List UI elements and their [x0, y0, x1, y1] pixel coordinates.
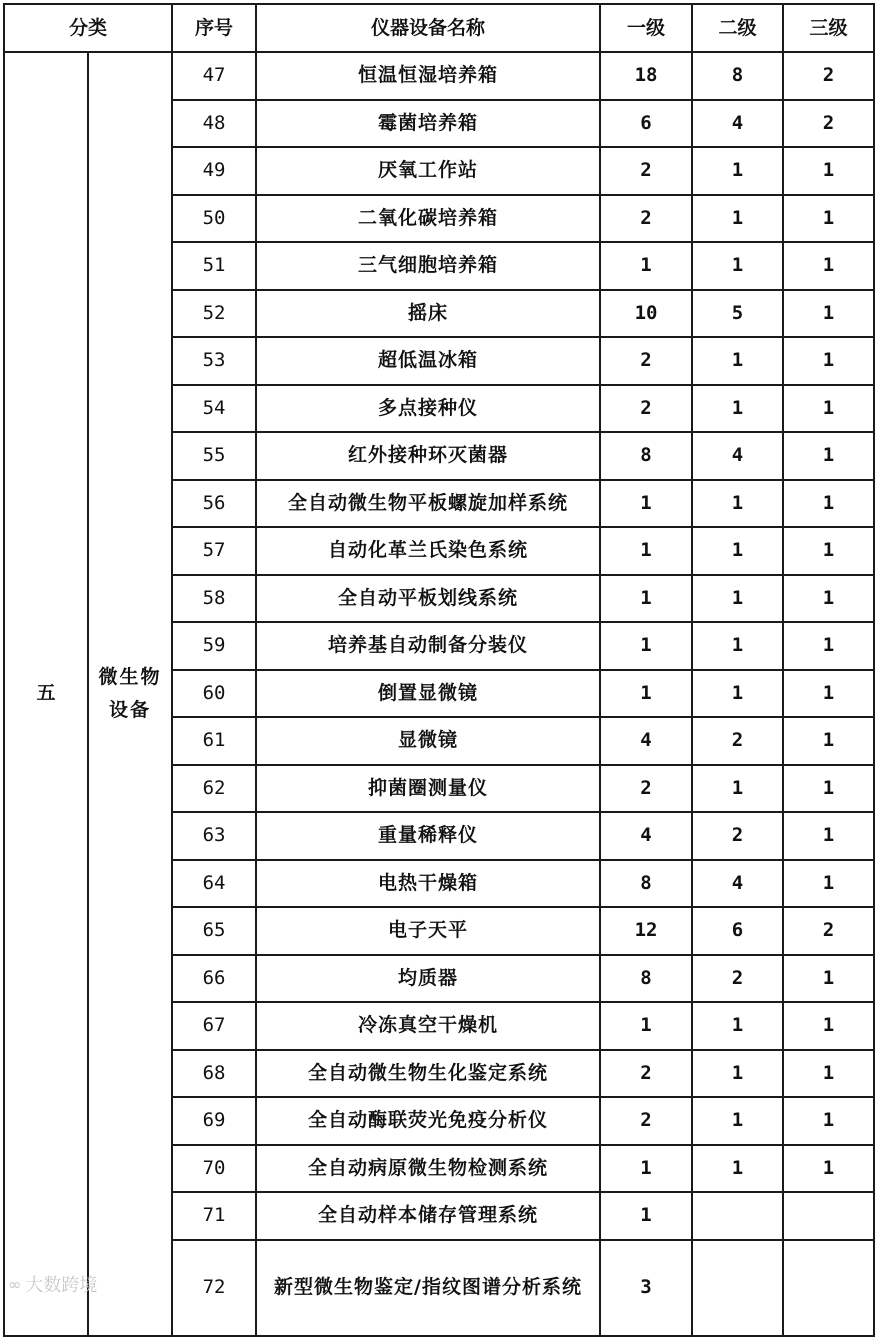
- row-number-cell: 57: [172, 527, 256, 575]
- level2-count-cell: 1: [692, 385, 783, 433]
- equipment-name-cell: 二氧化碳培养箱: [256, 195, 600, 243]
- level1-count-cell: 1: [600, 575, 692, 623]
- level1-count-cell: 1: [600, 1145, 692, 1193]
- equipment-name-cell: 霉菌培养箱: [256, 100, 600, 148]
- level3-count-cell: 1: [783, 1097, 874, 1145]
- header-level2: 二级: [692, 4, 783, 52]
- level1-count-cell: 2: [600, 1050, 692, 1098]
- header-name: 仪器设备名称: [256, 4, 600, 52]
- level3-count-cell: 1: [783, 527, 874, 575]
- level1-count-cell: 4: [600, 812, 692, 860]
- header-level3: 三级: [783, 4, 874, 52]
- equipment-name-cell: 电子天平: [256, 907, 600, 955]
- row-number-cell: 60: [172, 670, 256, 718]
- equipment-name-cell: 厌氧工作站: [256, 147, 600, 195]
- level1-count-cell: 1: [600, 670, 692, 718]
- equipment-name-cell: 全自动酶联荧光免疫分析仪: [256, 1097, 600, 1145]
- level3-count-cell: 1: [783, 670, 874, 718]
- row-number-cell: 53: [172, 337, 256, 385]
- row-number-cell: 71: [172, 1192, 256, 1240]
- level1-count-cell: 2: [600, 337, 692, 385]
- row-number-cell: 67: [172, 1002, 256, 1050]
- equipment-name-cell: 培养基自动制备分装仪: [256, 622, 600, 670]
- equipment-name-cell: 抑菌圈测量仪: [256, 765, 600, 813]
- equipment-name-cell: 超低温冰箱: [256, 337, 600, 385]
- level2-count-cell: 4: [692, 432, 783, 480]
- level2-count-cell: 1: [692, 527, 783, 575]
- equipment-name-cell: 自动化革兰氏染色系统: [256, 527, 600, 575]
- equipment-name-cell: 新型微生物鉴定/指纹图谱分析系统: [256, 1240, 600, 1336]
- row-number-cell: 61: [172, 717, 256, 765]
- level1-count-cell: 1: [600, 527, 692, 575]
- header-row: [4, 4, 874, 52]
- level1-count-cell: 2: [600, 147, 692, 195]
- equipment-table: [3, 3, 875, 1337]
- level1-count-cell: 1: [600, 1002, 692, 1050]
- level1-count-cell: 2: [600, 1097, 692, 1145]
- level2-count-cell: 5: [692, 290, 783, 338]
- level3-count-cell: 1: [783, 337, 874, 385]
- level1-count-cell: 1: [600, 480, 692, 528]
- level2-count-cell: 4: [692, 100, 783, 148]
- level1-count-cell: 1: [600, 242, 692, 290]
- equipment-name-cell: 均质器: [256, 955, 600, 1003]
- document-page: [3, 3, 873, 1343]
- equipment-name-cell: 显微镜: [256, 717, 600, 765]
- level3-count-cell: 1: [783, 955, 874, 1003]
- row-number-cell: 49: [172, 147, 256, 195]
- level2-count-cell: 1: [692, 480, 783, 528]
- level3-count-cell: 2: [783, 907, 874, 955]
- level1-count-cell: 10: [600, 290, 692, 338]
- equipment-name-cell: 全自动样本储存管理系统: [256, 1192, 600, 1240]
- level3-count-cell: 1: [783, 765, 874, 813]
- level3-count-cell: 1: [783, 860, 874, 908]
- header-level1: 一级: [600, 4, 692, 52]
- level3-count-cell: 1: [783, 242, 874, 290]
- level2-count-cell: 2: [692, 812, 783, 860]
- table-body: [4, 52, 874, 1336]
- level2-count-cell: 1: [692, 337, 783, 385]
- row-number-cell: 66: [172, 955, 256, 1003]
- level3-count-cell: [783, 1240, 874, 1336]
- level3-count-cell: 1: [783, 385, 874, 433]
- row-number-cell: 56: [172, 480, 256, 528]
- row-number-cell: 72: [172, 1240, 256, 1336]
- row-number-cell: 47: [172, 52, 256, 100]
- level1-count-cell: 1: [600, 622, 692, 670]
- table-row: [4, 52, 874, 100]
- level2-count-cell: [692, 1240, 783, 1336]
- level1-count-cell: 12: [600, 907, 692, 955]
- equipment-name-cell: 恒温恒湿培养箱: [256, 52, 600, 100]
- header-number: 序号: [172, 4, 256, 52]
- level3-count-cell: 1: [783, 622, 874, 670]
- level2-count-cell: 1: [692, 1002, 783, 1050]
- row-number-cell: 69: [172, 1097, 256, 1145]
- level2-count-cell: 1: [692, 765, 783, 813]
- level3-count-cell: 1: [783, 717, 874, 765]
- level1-count-cell: 3: [600, 1240, 692, 1336]
- level3-count-cell: 1: [783, 290, 874, 338]
- row-number-cell: 62: [172, 765, 256, 813]
- level1-count-cell: 1: [600, 1192, 692, 1240]
- equipment-name-cell: 倒置显微镜: [256, 670, 600, 718]
- equipment-name-cell: 摇床: [256, 290, 600, 338]
- equipment-name-cell: 重量稀释仪: [256, 812, 600, 860]
- level3-count-cell: 1: [783, 1145, 874, 1193]
- equipment-name-cell: 红外接种环灭菌器: [256, 432, 600, 480]
- level2-count-cell: 1: [692, 1145, 783, 1193]
- level1-count-cell: 18: [600, 52, 692, 100]
- row-number-cell: 65: [172, 907, 256, 955]
- level1-count-cell: 4: [600, 717, 692, 765]
- level2-count-cell: [692, 1192, 783, 1240]
- equipment-name-cell: 电热干燥箱: [256, 860, 600, 908]
- row-number-cell: 51: [172, 242, 256, 290]
- row-number-cell: 63: [172, 812, 256, 860]
- level2-count-cell: 4: [692, 860, 783, 908]
- row-number-cell: 68: [172, 1050, 256, 1098]
- equipment-name-cell: 全自动微生物生化鉴定系统: [256, 1050, 600, 1098]
- level3-count-cell: 1: [783, 195, 874, 243]
- category-sub-cell: 微生物 设备: [88, 52, 172, 1336]
- level2-count-cell: 1: [692, 242, 783, 290]
- row-number-cell: 48: [172, 100, 256, 148]
- header-category: 分类: [4, 4, 172, 52]
- level3-count-cell: 2: [783, 52, 874, 100]
- level1-count-cell: 6: [600, 100, 692, 148]
- level2-count-cell: 8: [692, 52, 783, 100]
- level1-count-cell: 8: [600, 860, 692, 908]
- level3-count-cell: [783, 1192, 874, 1240]
- level3-count-cell: 1: [783, 480, 874, 528]
- level2-count-cell: 1: [692, 670, 783, 718]
- row-number-cell: 52: [172, 290, 256, 338]
- row-number-cell: 54: [172, 385, 256, 433]
- equipment-name-cell: 三气细胞培养箱: [256, 242, 600, 290]
- level1-count-cell: 2: [600, 195, 692, 243]
- level3-count-cell: 1: [783, 812, 874, 860]
- level3-count-cell: 1: [783, 575, 874, 623]
- equipment-name-cell: 多点接种仪: [256, 385, 600, 433]
- level2-count-cell: 1: [692, 195, 783, 243]
- equipment-name-cell: 全自动病原微生物检测系统: [256, 1145, 600, 1193]
- equipment-name-cell: 全自动平板划线系统: [256, 575, 600, 623]
- level3-count-cell: 1: [783, 147, 874, 195]
- level2-count-cell: 2: [692, 717, 783, 765]
- level3-count-cell: 1: [783, 1002, 874, 1050]
- row-number-cell: 70: [172, 1145, 256, 1193]
- level2-count-cell: 1: [692, 575, 783, 623]
- level2-count-cell: 1: [692, 147, 783, 195]
- category-main-cell: 五: [4, 52, 88, 1336]
- level2-count-cell: 1: [692, 1097, 783, 1145]
- level2-count-cell: 1: [692, 622, 783, 670]
- row-number-cell: 64: [172, 860, 256, 908]
- link-logo-icon: ∞: [8, 1274, 22, 1294]
- level2-count-cell: 1: [692, 1050, 783, 1098]
- level2-count-cell: 6: [692, 907, 783, 955]
- equipment-name-cell: 冷冻真空干燥机: [256, 1002, 600, 1050]
- level1-count-cell: 8: [600, 955, 692, 1003]
- level3-count-cell: 1: [783, 1050, 874, 1098]
- level2-count-cell: 2: [692, 955, 783, 1003]
- row-number-cell: 50: [172, 195, 256, 243]
- level1-count-cell: 2: [600, 385, 692, 433]
- level3-count-cell: 1: [783, 432, 874, 480]
- level1-count-cell: 2: [600, 765, 692, 813]
- row-number-cell: 59: [172, 622, 256, 670]
- level1-count-cell: 8: [600, 432, 692, 480]
- level3-count-cell: 2: [783, 100, 874, 148]
- watermark-text: 大数跨境: [25, 1275, 98, 1296]
- row-number-cell: 58: [172, 575, 256, 623]
- equipment-name-cell: 全自动微生物平板螺旋加样系统: [256, 480, 600, 528]
- row-number-cell: 55: [172, 432, 256, 480]
